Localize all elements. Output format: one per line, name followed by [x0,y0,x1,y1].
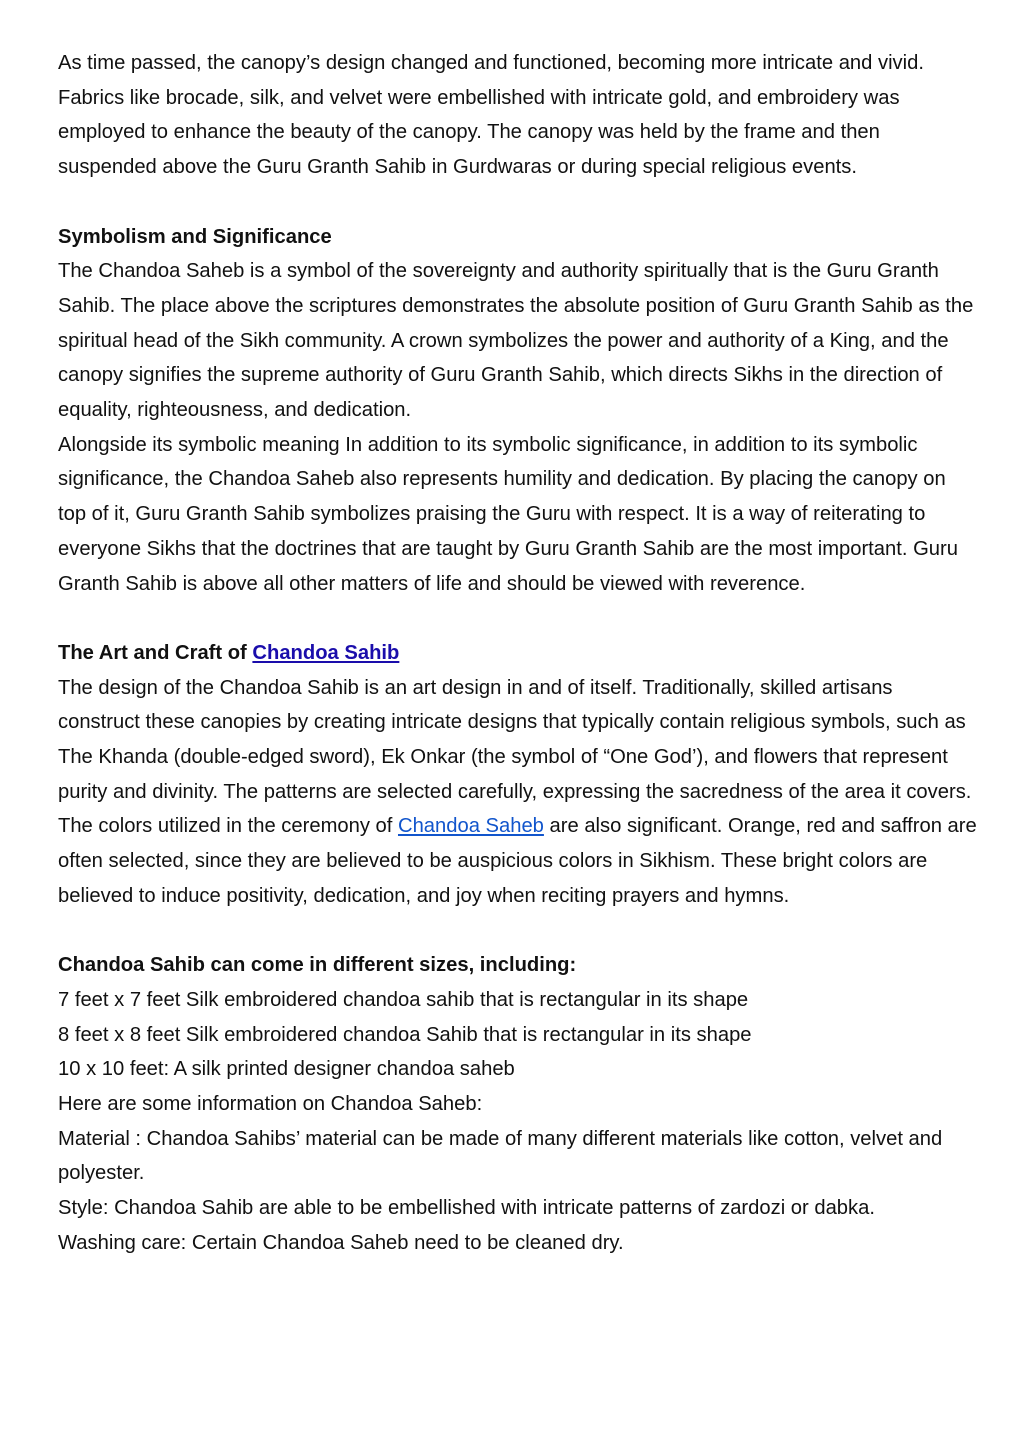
sizes-line: 8 feet x 8 feet Silk embroidered chandoa Sahib that is rectangular in its shape [58,1023,752,1046]
art-paragraph-2-after: are also significant. Orange, red and saffron are often selected, since they are believed to be auspicious colors in Sikhism. These bright colors are believed to induce positivity, dedication, and joy when reciting prayers and hymns. [58,815,977,907]
chandoa-saheb-link[interactable]: Chandoa Saheb [397,815,544,838]
spacer [58,185,978,220]
material-line: Material : Chandoa Sahibs’ material can be made of many different materials like cotton, velvet and polyester. [58,1127,943,1185]
symbolism-paragraph-2: Alongside its symbolic meaning In addition to its symbolic significance, in addition to its symbolic significance, the Chandoa Saheb also represents humility and dedication. By placing the canopy on top of it, Guru Granth Sahib symbolizes praising the Guru with respect. It is a way of reiterating to everyone Sikhs that the doctrines that are taught by Guru Granth Sahib are the most important. Guru Granth Sahib is above all other matters of life and should be viewed with reverence. [58,433,958,595]
sizes-heading: Chandoa Sahib can come in different sizes, including: [58,954,577,977]
spacer [58,914,978,949]
symbolism-paragraph-1: The Chandoa Saheb is a symbol of the sovereignty and authority spiritually that is the Guru Granth Sahib. The place above the scriptures demonstrates the absolute position of Guru Granth Sahib as the spiritual head of the Sikh community. A crown symbolizes the power and authority of a King, and the canopy signifies the supreme authority of Guru Granth Sahib, which directs Sikhs in the direction of equality, righteousness, and dedication. [58,260,974,422]
art-heading [58,636,978,671]
intro-paragraph: As time passed, the canopy’s design changed and functioned, becoming more intricate and vivid. Fabrics like brocade, silk, and velvet were embellished with intricate gold, and embroidery was employed to enhance the beauty of the canopy. The canopy was held by the frame and then suspended above the Guru Granth Sahib in Gurdwaras or during special religious events. [58,52,924,179]
spacer [58,601,978,636]
info-intro-line: Here are some information on Chandoa Saheb: [58,1093,483,1116]
symbolism-heading: Symbolism and Significance [58,225,332,248]
washing-care-line: Washing care: Certain Chandoa Saheb need to be cleaned dry. [58,1231,624,1254]
document-page [58,46,978,1261]
style-line: Style: Chandoa Sahib are able to be embellished with intricate patterns of zardozi or dabka. [58,1197,875,1220]
sizes-line: 7 feet x 7 feet Silk embroidered chandoa sahib that is rectangular in its shape [58,988,749,1011]
art-paragraph-1: The design of the Chandoa Sahib is an art design in and of itself. Traditionally, skilled artisans construct these canopies by creating intricate designs that typically contain religious symbols, such as The Khanda (double-edged sword), Ek Onkar (the symbol of “One God’), and flowers that represent purity and divinity. The patterns are selected carefully, expressing the sacredness of the area it covers. [58,676,972,803]
chandoa-sahib-link[interactable]: Chandoa Sahib [252,641,400,664]
art-paragraph-2-before: The colors utilized in the ceremony of [58,815,398,838]
art-paragraph-2 [58,809,978,913]
sizes-line: 10 x 10 feet: A silk printed designer chandoa saheb [58,1058,515,1081]
art-heading-prefix: The Art and Craft of [58,641,253,664]
